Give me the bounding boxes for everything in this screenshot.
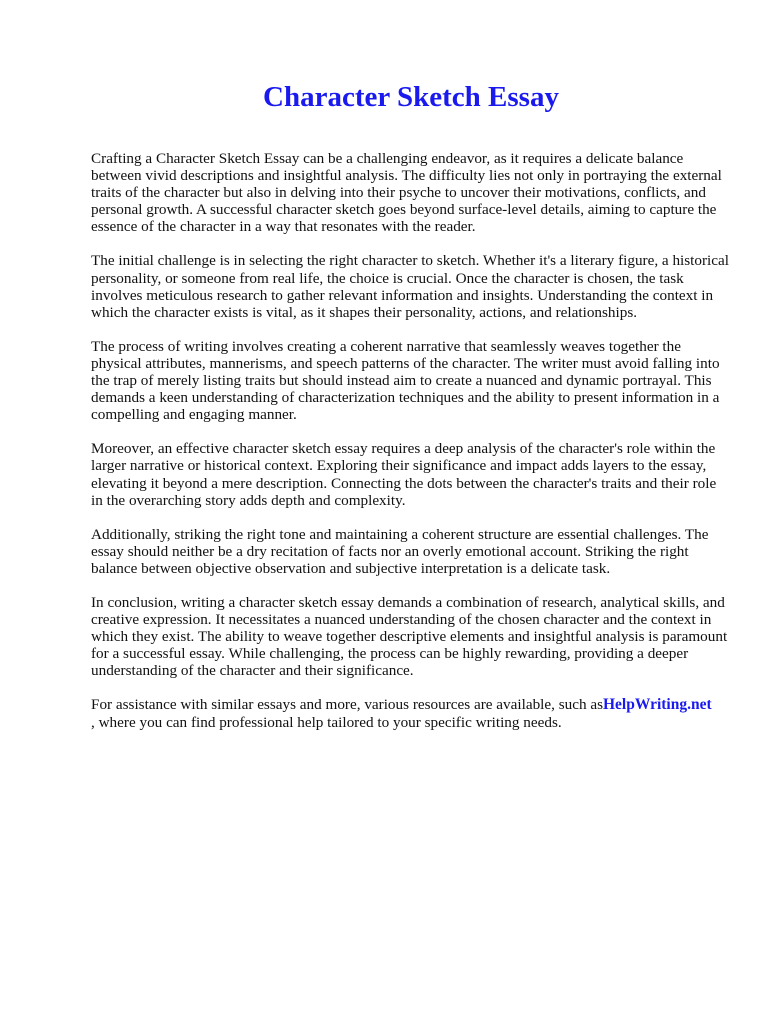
paragraph-tone-structure: Additionally, striking the right tone and maintaining a coherent structure are essential challenges. The essay should neither be a dry recitation of facts nor an overly emotional account. Striking the right balance between objective observation and subjective interpretation is a delicate task. [91, 525, 709, 577]
closing-text-after-link: , where you can find professional help tailored to your specific writing needs. [91, 713, 562, 731]
helpwriting-link[interactable]: HelpWriting.net [603, 696, 712, 714]
paragraph-conclusion: In conclusion, writing a character sketch essay demands a combination of research, analytical skills, and creative expression. It necessitates a nuanced understanding of the chosen character and the context in which they exist. The ability to weave together descriptive elements and insightful analysis is paramount for a successful essay. While challenging, the process can be highly rewarding, providing a deeper understanding of the character and their significance. [91, 593, 728, 680]
document-page [91, 80, 731, 748]
document-title: Character Sketch Essay [263, 81, 559, 113]
closing-text-before-link: For assistance with similar essays and more, various resources are available, such as [91, 696, 603, 714]
paragraph-analysis: Moreover, an effective character sketch essay requires a deep analysis of the character's role within the larger narrative or historical context. Exploring their significance and impact adds layers to the essay, elevating it beyond a mere description. Connecting the dots between the character's traits and their role in the overarching story adds depth and complexity. [91, 440, 717, 509]
paragraph-writing-process: The process of writing involves creating a coherent narrative that seamlessly weaves together the physical attributes, mannerisms, and speech patterns of the character. The writer must avoid falling into the trap of merely listing traits but should instead aim to create a nuanced and dynamic portrayal. This demands a keen understanding of characterization techniques and the ability to present information in a compelling and engaging manner. [91, 337, 720, 424]
paragraph-selecting-character: The initial challenge is in selecting the right character to sketch. Whether it's a literary figure, a historical personality, or someone from real life, the choice is crucial. Once the character is chosen, the task involves meticulous research to gather relevant information and insights. Understanding the context in which the character exists is vital, as it shapes their personality, actions, and relationships. [91, 252, 729, 321]
paragraph-closing [91, 696, 731, 730]
paragraph-intro: Crafting a Character Sketch Essay can be a challenging endeavor, as it requires a delicate balance between vivid descriptions and insightful analysis. The difficulty lies not only in portraying the external traits of the character but also in delving into their psyche to uncover their motivations, conflicts, and personal growth. A successful character sketch goes beyond surface-level details, aiming to capture the essence of the character in a way that resonates with the reader. [91, 150, 722, 236]
